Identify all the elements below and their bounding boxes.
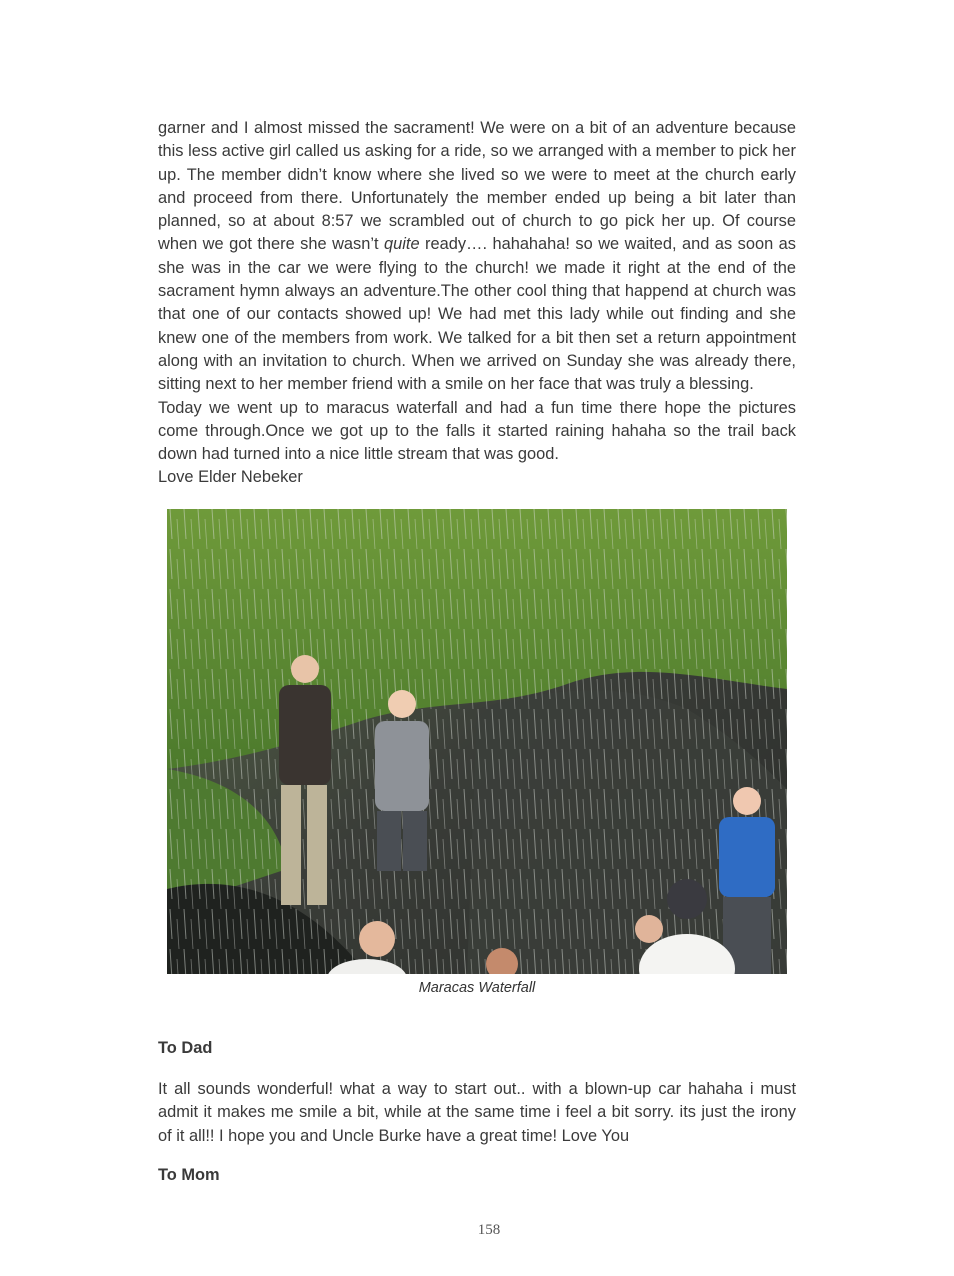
section-heading-to-dad: To Dad (158, 1039, 213, 1057)
letter-signoff: Love Elder Nebeker (158, 468, 303, 487)
page-number: 158 (477, 1222, 501, 1238)
letter-paragraph-2: Today we went up to maracus waterfall and had a fun time there hope the pictures come through.Once we got up to the falls it started raining hahaha so the trail back down had turned into a nice little stream that was good. (158, 398, 796, 464)
section-heading-to-mom: To Mom (158, 1166, 220, 1184)
paragraph-text: It all sounds wonderful! what a way to start out.. with a blown-up car hahaha i must admit it makes me smile a bit, while at the same time i feel a bit sorry. its just the irony of it all!! I hope you and Uncle Burke have a great time! Love You (158, 1080, 796, 1145)
letter-body (158, 117, 796, 490)
paragraph-text: ready…. hahahaha! so we waited, and as soon as she was in the car we were flying to the church! we made it right at the end of the sacrament hymn always an adventure.The other cool thing that happend at church was that one of our contacts showed up! We had met this lady while out finding and she knew one of the members from work. We talked for a bit then set a return appointment along with an invitation to church. When we arrived on Sunday she was already there, sitting next to her member friend with a smile on her face that was truly a blessing. (158, 235, 796, 394)
waterfall-photo (167, 509, 787, 974)
to-dad-paragraph (158, 1078, 796, 1148)
letter-paragraph-1 (158, 117, 796, 397)
figure-caption: Maracas Waterfall (418, 980, 536, 996)
emphasis-text: quite (384, 235, 420, 254)
paragraph-text: garner and I almost missed the sacrament! We were on a bit of an adventure because this less active girl called us asking for a ride, so we arranged with a member to pick her up. The member didn’t know where she lived so we were to meet at the church early and proceed from there. Unfortunately the member ended up being a bit later than planned, so at about 8:57 we scrambled out of church to go pick her up. Of course when we got there she wasn’t (158, 119, 796, 254)
